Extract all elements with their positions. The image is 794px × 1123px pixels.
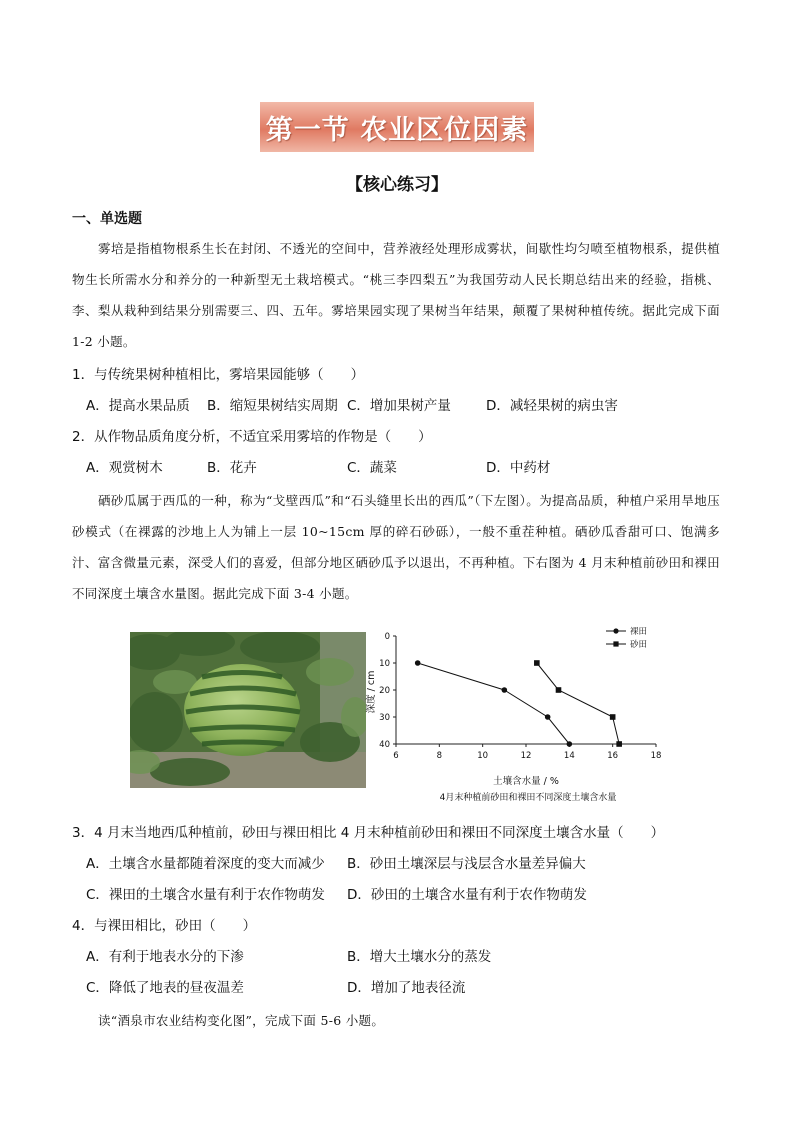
data-point	[616, 741, 622, 747]
q1-option-c: C．增加果树产量	[347, 398, 451, 414]
y-tick-label: 10	[379, 659, 390, 669]
data-point	[534, 660, 540, 666]
question-3: 3．4 月末当地西瓜种植前，砂田与裸田相比 4 月末种植前砂田和裸田不同深度土壤含水量（ ）	[72, 825, 665, 841]
q2-option-d: D．中药材	[486, 460, 551, 476]
legend-marker	[613, 641, 618, 646]
y-tick-label: 30	[379, 713, 390, 723]
question-4: 4．与裸田相比，砂田（ ）	[72, 918, 257, 934]
legend-label: 砂田	[630, 640, 648, 650]
chart-svg	[362, 620, 674, 810]
x-tick-label: 8	[436, 751, 443, 761]
question-2: 2．从作物品质角度分析，不适宜采用雾培的作物是（ ）	[72, 429, 432, 445]
q2-option-a: A．观赏树木	[86, 460, 163, 476]
page-title-banner	[260, 102, 534, 152]
watermelon-photo	[130, 632, 366, 788]
q1-option-b: B．缩短果树结实周期	[207, 398, 338, 414]
y-tick-label: 0	[384, 632, 390, 642]
page-title: 第一节 农业区位因素	[265, 114, 529, 146]
passage-jiuquan: 读“酒泉市农业结构变化图”，完成下面 5-6 小题。	[98, 1013, 385, 1028]
soil-moisture-chart	[362, 620, 674, 810]
x-tick-label: 10	[477, 751, 489, 761]
q1-option-d: D．减轻果树的病虫害	[486, 398, 618, 414]
x-tick-label: 18	[650, 751, 662, 761]
q4-option-c: C．降低了地表的昼夜温差	[86, 980, 244, 996]
data-point	[545, 714, 551, 720]
section-heading: 一、单选题	[72, 211, 142, 227]
q3-option-a: A．土壤含水量都随着深度的变大而减少	[86, 856, 325, 872]
q4-option-b: B．增大土壤水分的蒸发	[347, 949, 492, 965]
legend-label: 裸田	[630, 627, 648, 637]
q2-option-b: B．花卉	[207, 460, 257, 476]
y-tick-label: 20	[379, 686, 390, 696]
x-tick-label: 12	[520, 751, 532, 761]
chart-y-axis-label: 深度 / cm	[366, 670, 377, 714]
chart-title: 4月末种植前砂田和裸田不同深度土壤含水量	[439, 793, 617, 803]
q2-option-c: C．蔬菜	[347, 460, 397, 476]
q3-option-d: D．砂田的土壤含水量有利于农作物萌发	[347, 887, 587, 903]
q3-option-b: B．砂田土壤深层与浅层含水量差异偏大	[347, 856, 586, 872]
question-1: 1．与传统果树种植相比，雾培果园能够（ ）	[72, 367, 365, 383]
q3-option-c: C．裸田的土壤含水量有利于农作物萌发	[86, 887, 325, 903]
data-point	[502, 687, 508, 693]
data-point	[610, 714, 616, 720]
passage-fog-culture: 雾培是指植物根系生长在封闭、不透光的空间中，营养液经处理形成雾状，间歇性均匀喷至植物根系，提供植物生长所需水分和养分的一种新型无土栽培模式。“桃三李四梨五”为我国劳动人民长期总结出来的经验，指桃、李、梨从栽种到结果分别需要三、四、五年。雾培果园实现了果树当年结果，颠覆了果树种植传统。据此完成下面 1-2 小题。	[72, 241, 720, 349]
subtitle: 【核心练习】	[346, 175, 448, 195]
x-tick-label: 6	[393, 751, 399, 761]
x-tick-label: 14	[563, 751, 575, 761]
q4-option-a: A．有利于地表水分的下渗	[86, 949, 244, 965]
q1-option-a: A．提高水果品质	[86, 398, 190, 414]
data-point	[556, 687, 562, 693]
y-tick-label: 40	[379, 740, 390, 750]
data-point	[415, 660, 421, 666]
legend-marker	[613, 628, 618, 633]
q4-option-d: D．增加了地表径流	[347, 980, 466, 996]
series-line-2	[537, 663, 619, 744]
data-point	[567, 741, 573, 747]
x-tick-label: 16	[607, 751, 619, 761]
chart-x-axis-label: 土壤含水量 / %	[493, 776, 559, 787]
passage-selenium-melon: 硒砂瓜属于西瓜的一种，称为“戈壁西瓜”和“石头缝里长出的西瓜”（下左图）。为提高品质，种植户采用旱地压砂模式（在裸露的沙地上人为铺上一层 10~15cm 厚的碎石砂砾），一般不重茬种植。硒砂瓜香甜可口、饱满多汁、富含微量元素，深受人们的喜爱，但部分地区硒砂瓜予以退出，不再种植。下右图为 4 月末种植前砂田和裸田不同深度土壤含水量图。据此完成下面 3-4 小题。	[72, 493, 720, 601]
